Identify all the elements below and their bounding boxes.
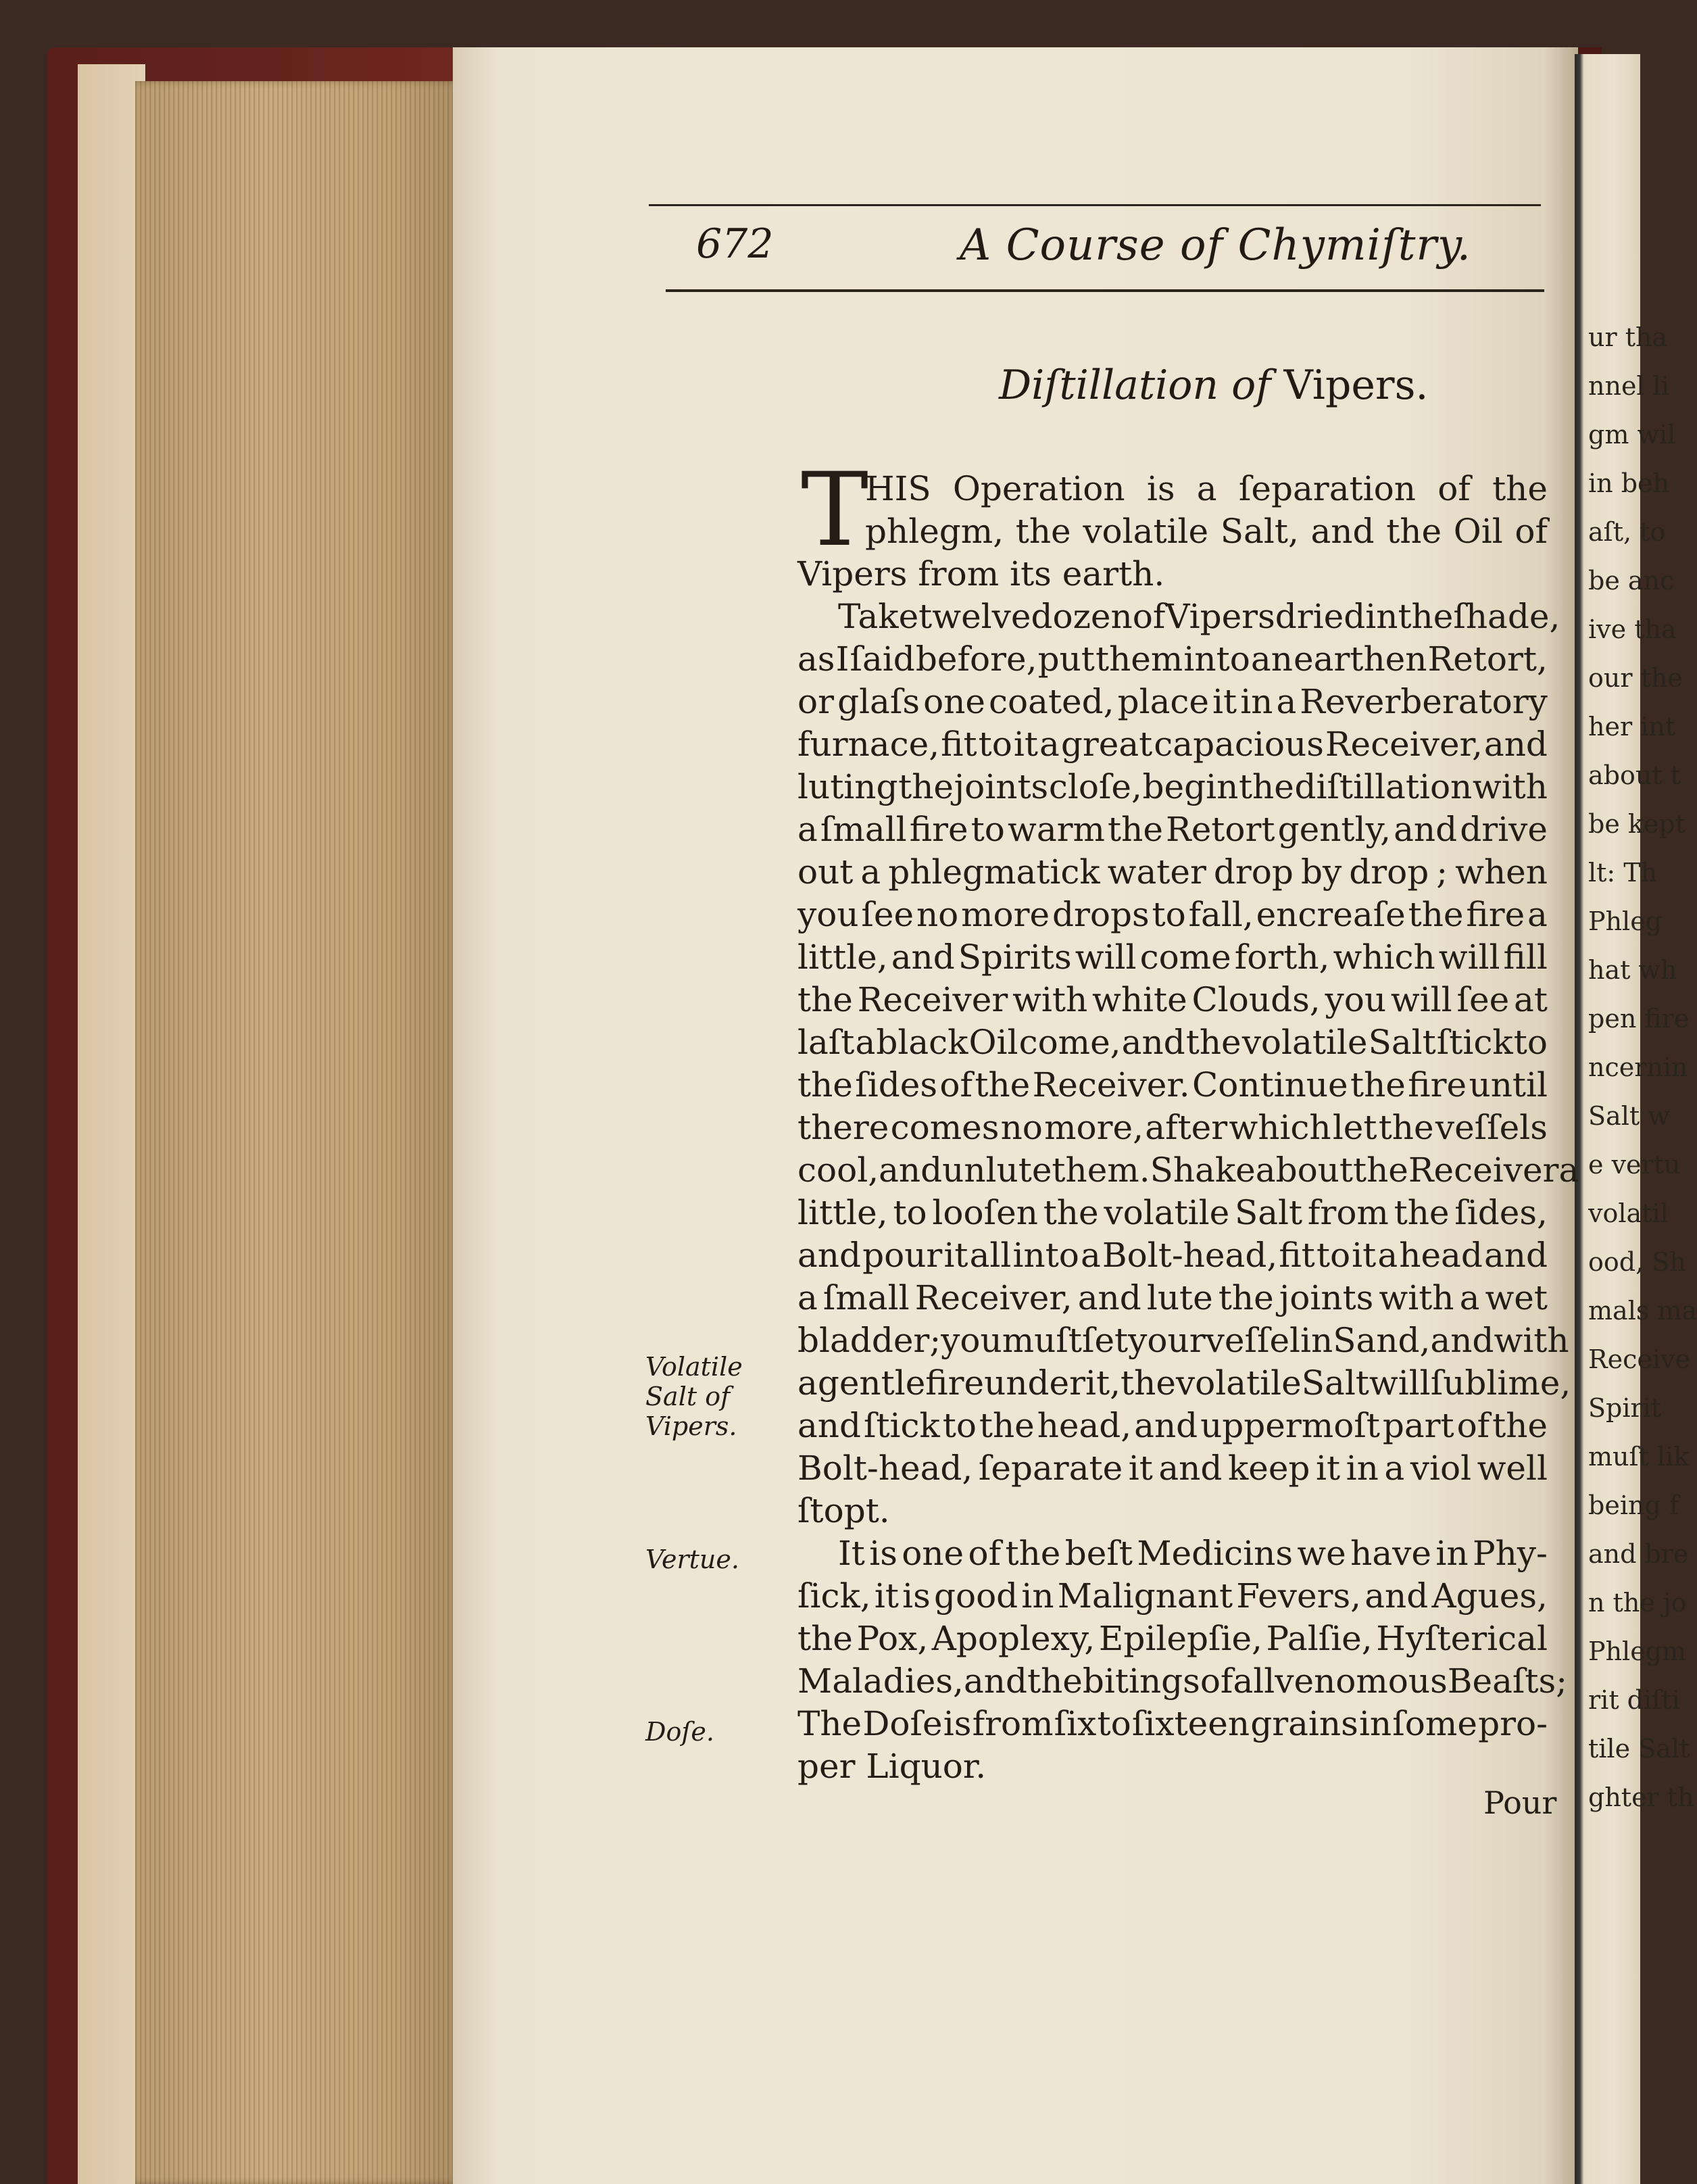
section-title [999,362,1428,409]
text-line: The Doſe is from ſix to ſixteen grains in ſome pro- [797,1704,1548,1743]
facing-page-fragment: Spirit [1588,1393,1662,1423]
text-line: as I ſaid before, put them into an earthen Retort, [797,639,1548,679]
text-line: Take twelve dozen of Vipers dried in the ſhade, [838,597,1560,636]
paragraph-1 [797,452,1548,596]
text-line: there comes no more, after which let the veſſels [797,1108,1548,1147]
text-line: little, to looſen the volatile Salt from the ſides, [797,1193,1548,1232]
text-line: per Liquor. [797,1747,987,1786]
facing-page-fragment: Receive [1588,1344,1690,1374]
text-line: cool, and unlute them. Shake about the Receiver a [797,1150,1579,1190]
facing-page-fragment: gm wil [1588,420,1676,450]
facing-page-fragment: ur tha [1588,322,1668,352]
text-line: a ſmall fire to warm the Retort gently, and drive [797,810,1548,849]
text-line: furnace, fit to it a great capacious Receiver, and [797,725,1548,764]
text-line: or glaſs one coated, place it in a Reverberatory [797,682,1548,721]
text-line: a ſmall Receiver, and lute the joints with a wet [797,1278,1548,1317]
facing-page-fragment: rit diſti [1588,1685,1680,1715]
running-head [669,220,1541,281]
marginal-note-vertue: Vertue. [645,1545,739,1574]
text-line: laſt a black Oil come, and the volatile Salt ſtick to [797,1023,1548,1062]
marginal-line: Salt of [645,1382,731,1411]
paragraph-2 [797,596,1579,1532]
facing-page-fragment: ive tha [1588,614,1677,644]
facing-page-fragment: Phlegm [1588,1636,1687,1666]
facing-page-fragment: nnel li [1588,371,1669,401]
page-edges [135,81,460,2184]
body-text [797,452,1579,1788]
text-line: HIS Operation is a ſeparation of the [865,469,1548,508]
facing-page-fragment: ood, Sh [1588,1247,1686,1277]
section-title-italic: Diſtillation of [999,362,1271,409]
text-line: the Receiver with white Clouds, you will ſee at [797,980,1548,1019]
text-line: the Pox, Apoplexy, Epilepſie, Palſie, Hyſterical [797,1619,1548,1658]
text-line: a gentle fire under it, the volatile Salt will ſublime, [797,1363,1571,1403]
facing-page-fragment: Phleg [1588,906,1663,936]
catchword: Pour [1483,1785,1557,1821]
paragraph-3 [797,1532,1568,1703]
facing-page-fragment: and bre [1588,1539,1689,1569]
text-line: luting the joints cloſe, begin the diſtillation with [797,767,1548,806]
marginal-note-volatile-salt [645,1352,743,1441]
facing-page-fragment: mals ma [1588,1296,1697,1326]
section-title-roman: Vipers. [1283,362,1429,409]
facing-page-fragment: be kept [1588,809,1686,839]
text-line: ſick, it is good in Malignant Fevers, and Agues, [797,1576,1548,1616]
paragraph-4 [797,1703,1548,1788]
facing-page [1575,54,1697,2184]
text-line: you ſee no more drops to fall, encreaſe the fire a [797,895,1548,934]
drop-cap: T [801,452,869,569]
facing-page-fragment: our the [1588,663,1683,693]
facing-page-fragment: tile Salt [1588,1734,1690,1764]
header-rule-bottom [666,289,1544,292]
text-line: bladder ; you muſt ſet your veſſel in Sand, and with [797,1321,1569,1360]
facing-page-fragment: be anc [1588,566,1675,596]
facing-page-fragment: ncernin [1588,1052,1688,1082]
text-line: Bolt-head, ſeparate it and keep it in a viol well [797,1449,1548,1488]
facing-page-fragment: ghter th [1588,1782,1694,1812]
page-number: 672 [696,220,774,268]
text-line: and pour it all into a Bolt-head, fit to it a head and [797,1236,1548,1275]
facing-page-fragment: lt: Th [1588,858,1658,888]
text-line: and ſtick to the head, and uppermoſt part of the [797,1406,1548,1445]
facing-page-fragment: pen fire [1588,1004,1690,1034]
facing-page-fragment: her int [1588,712,1676,742]
text-line: phlegm, the volatile Salt, and the Oil of [865,512,1548,551]
facing-page-fragment: e vertu [1588,1150,1681,1180]
marginal-line: Vipers. [645,1411,737,1441]
facing-page-fragment: volatil [1588,1198,1669,1228]
facing-page-fragment: Salt w [1588,1101,1670,1131]
facing-page-fragment: hat wh [1588,955,1677,985]
running-title: A Course of Chymiſtry. [960,220,1471,270]
facing-page-fragment: n the jo [1588,1588,1687,1618]
facing-page-fragment: muſt lik [1588,1442,1690,1472]
text-line: out a phlegmatick water drop by drop ; when [797,852,1548,892]
facing-page-fragment: aſt, to [1588,517,1666,547]
text-line: It is one of the beſt Medicins we have in Phy- [838,1534,1548,1573]
text-line: Maladies, and the bitings of all venomous Beaſts ; [797,1661,1568,1701]
facing-page-fragment: about t [1588,760,1681,790]
header-rule-top [649,204,1541,206]
facing-page-fragment: being f [1588,1490,1679,1520]
marginal-line: Volatile [645,1352,743,1382]
marginal-note-dose: Doſe. [645,1717,714,1747]
text-line: Vipers from its earth. [797,554,1165,593]
text-line: little, and Spirits will come forth, which will fill [797,938,1548,977]
text-line: the ſides of the Receiver. Continue the fire until [797,1065,1548,1105]
text-line: ſtopt. [797,1491,890,1530]
facing-page-fragment: in beh [1588,468,1669,498]
